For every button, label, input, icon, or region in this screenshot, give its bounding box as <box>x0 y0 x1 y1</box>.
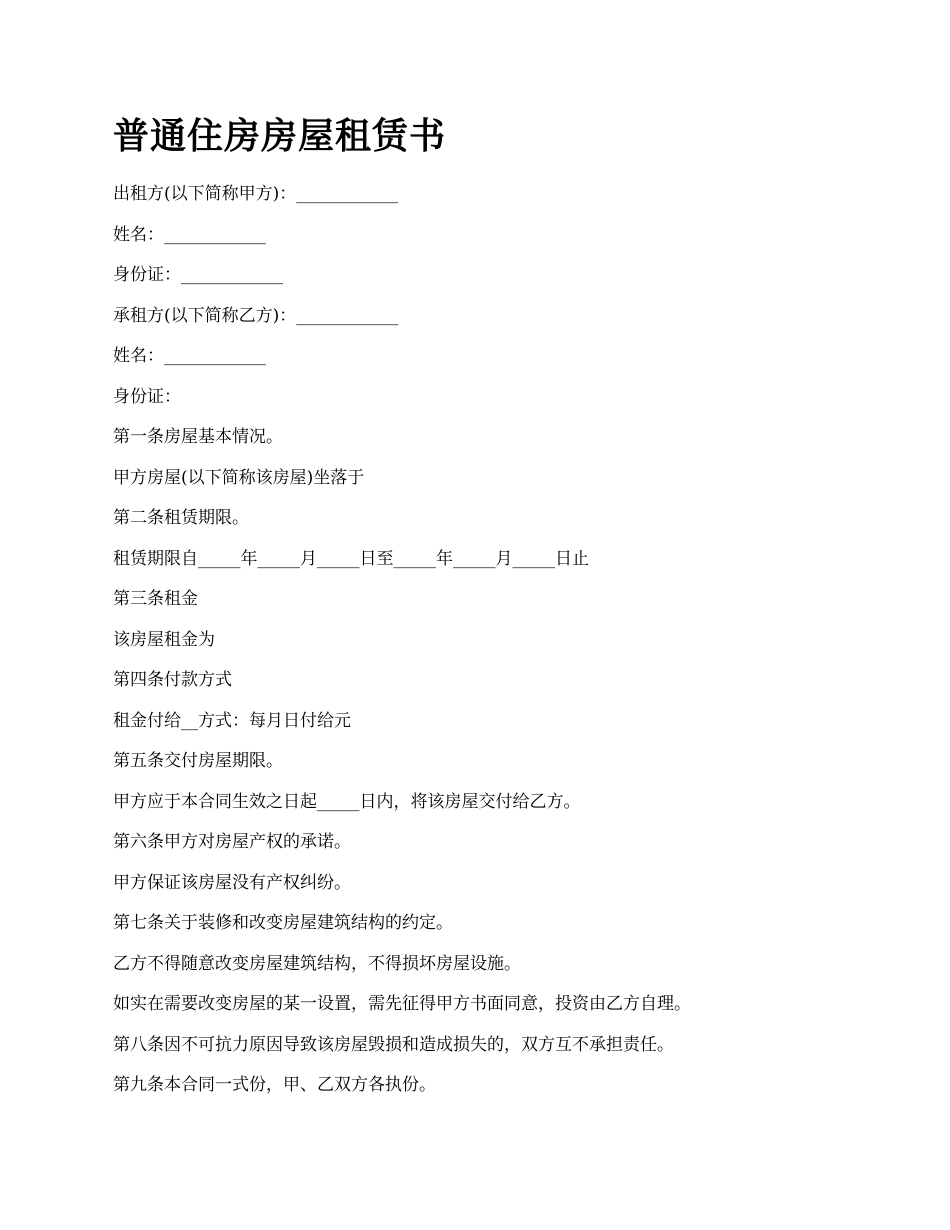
text-line: 租金付给__方式：每月日付给元 <box>113 710 351 731</box>
text-line: 租赁期限自_____年_____月_____日至_____年_____月_____日止 <box>113 548 589 569</box>
text-line: 第二条租赁期限。 <box>113 508 249 528</box>
text-line: 出租方(以下简称甲方)：____________ <box>113 184 399 204</box>
text-line: 第三条租金 <box>113 589 198 609</box>
text-line: 姓名：____________ <box>113 224 266 245</box>
document-title: 普通住房房屋租赁书 <box>113 115 447 157</box>
text-line: 第五条交付房屋期限。 <box>113 751 283 771</box>
text-line: 承租方(以下简称乙方)：____________ <box>113 305 399 326</box>
text-line: 身份证：____________ <box>113 265 283 285</box>
text-line: 甲方应于本合同生效之日起_____日内，将该房屋交付给乙方。 <box>113 791 581 812</box>
text-line: 乙方不得随意改变房屋建筑结构，不得损坏房屋设施。 <box>113 953 521 974</box>
text-line: 身份证： <box>113 386 181 407</box>
text-line: 如实在需要改变房屋的某一设置，需先征得甲方书面同意，投资由乙方自理。 <box>113 994 691 1014</box>
text-line: 姓名：____________ <box>113 346 266 366</box>
document-body <box>113 180 893 1112</box>
text-line: 甲方房屋(以下简称该房屋)坐落于 <box>113 467 365 488</box>
text-line: 第一条房屋基本情况。 <box>113 427 283 447</box>
text-line: 甲方保证该房屋没有产权纠纷。 <box>113 872 351 893</box>
text-line: 第七条关于装修和改变房屋建筑结构的约定。 <box>113 913 453 933</box>
text-line: 第四条付款方式 <box>113 670 232 690</box>
text-line: 第六条甲方对房屋产权的承诺。 <box>113 832 351 852</box>
text-line: 该房屋租金为 <box>113 629 215 650</box>
text-line: 第八条因不可抗力原因导致该房屋毁损和造成损失的，双方互不承担责任。 <box>113 1034 674 1055</box>
text-line: 第九条本合同一式份，甲、乙双方各执份。 <box>113 1075 436 1095</box>
